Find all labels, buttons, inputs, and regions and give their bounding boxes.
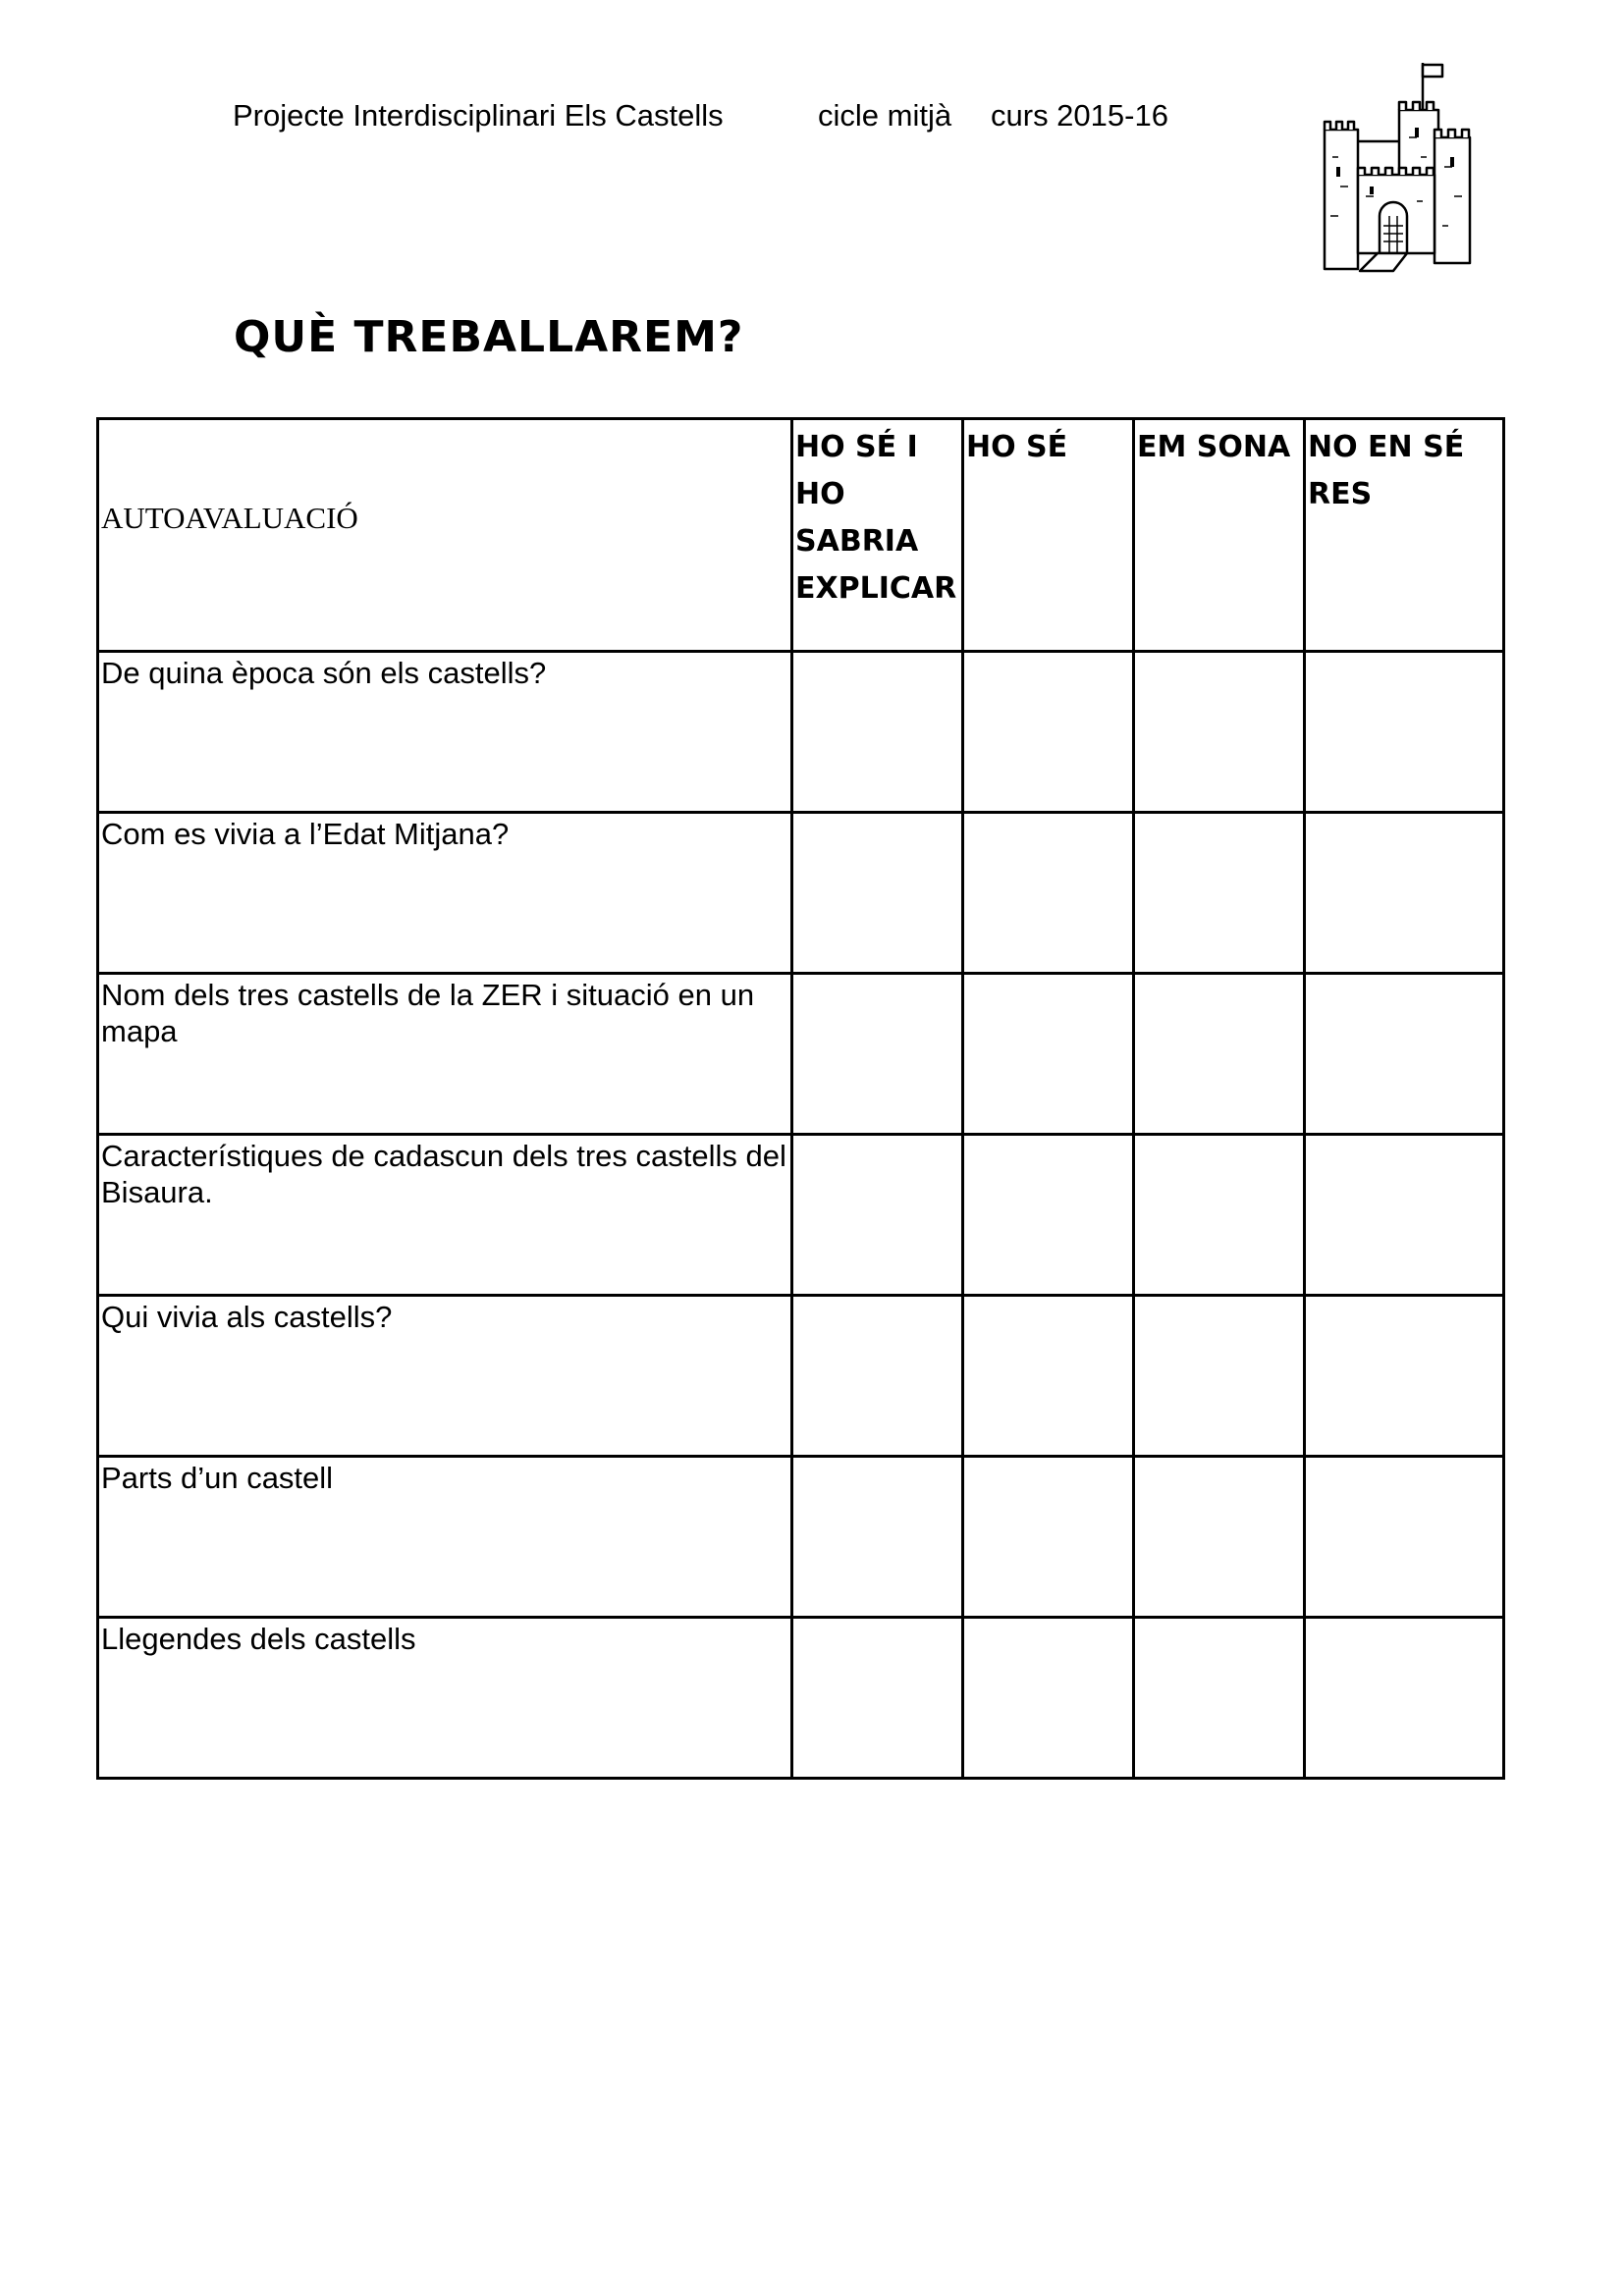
answer-cell[interactable] bbox=[1134, 813, 1305, 974]
table-row bbox=[98, 1135, 1504, 1296]
autoavaluacio-label: AUTOAVALUACIÓ bbox=[101, 501, 358, 535]
answer-cell[interactable] bbox=[1134, 1296, 1305, 1457]
row-label-cell: Característiques de cadascun dels tres castells del Bisaura. bbox=[98, 1135, 792, 1296]
answer-cell[interactable] bbox=[963, 1135, 1134, 1296]
answer-cell[interactable] bbox=[1134, 1135, 1305, 1296]
row-label-cell: Llegendes dels castells bbox=[98, 1618, 792, 1779]
answer-cell[interactable] bbox=[1134, 1457, 1305, 1618]
row-label-cell: Qui vivia als castells? bbox=[98, 1296, 792, 1457]
answer-cell[interactable] bbox=[792, 1618, 963, 1779]
answer-cell[interactable] bbox=[1305, 652, 1504, 813]
answer-cell[interactable] bbox=[792, 1296, 963, 1457]
answer-cell[interactable] bbox=[1305, 1618, 1504, 1779]
table-row bbox=[98, 1296, 1504, 1457]
answer-cell[interactable] bbox=[1305, 974, 1504, 1135]
row-label-cell: De quina època són els castells? bbox=[98, 652, 792, 813]
answer-cell[interactable] bbox=[792, 652, 963, 813]
answer-cell[interactable] bbox=[792, 1135, 963, 1296]
table-header-row bbox=[98, 419, 1504, 652]
answer-cell[interactable] bbox=[1305, 1135, 1504, 1296]
answer-cell[interactable] bbox=[792, 813, 963, 974]
answer-cell[interactable] bbox=[963, 1457, 1134, 1618]
row-label-cell: Com es vivia a l’Edat Mitjana? bbox=[98, 813, 792, 974]
answer-cell[interactable] bbox=[1305, 813, 1504, 974]
project-name: Projecte Interdisciplinari Els Castells bbox=[233, 98, 724, 133]
column-header-em-sona: EM SONA bbox=[1134, 419, 1305, 652]
answer-cell[interactable] bbox=[1305, 1296, 1504, 1457]
answer-cell[interactable] bbox=[792, 974, 963, 1135]
table-row bbox=[98, 1618, 1504, 1779]
course-label: curs 2015-16 bbox=[991, 98, 1168, 133]
answer-cell[interactable] bbox=[1134, 652, 1305, 813]
table-row bbox=[98, 1457, 1504, 1618]
self-assessment-table bbox=[96, 417, 1505, 1780]
table-row bbox=[98, 652, 1504, 813]
table-row bbox=[98, 813, 1504, 974]
answer-cell[interactable] bbox=[963, 652, 1134, 813]
row-label-cell: Parts d’un castell bbox=[98, 1457, 792, 1618]
answer-cell[interactable] bbox=[963, 1296, 1134, 1457]
row-label-cell: Nom dels tres castells de la ZER i situació en un mapa bbox=[98, 974, 792, 1135]
header-cell-autoavaluacio bbox=[98, 419, 792, 652]
cycle-label: cicle mitjà bbox=[818, 98, 952, 133]
answer-cell[interactable] bbox=[963, 813, 1134, 974]
answer-cell[interactable] bbox=[1134, 1618, 1305, 1779]
column-header-ho-se-i-ho-sabria-explicar: HO SÉ I HO SABRIA EXPLICAR bbox=[792, 419, 963, 652]
page-title: QUÈ TREBALLAREM? bbox=[234, 312, 744, 362]
castle-illustration bbox=[1311, 59, 1478, 275]
column-header-ho-se: HO SÉ bbox=[963, 419, 1134, 652]
answer-cell[interactable] bbox=[1134, 974, 1305, 1135]
table-row bbox=[98, 974, 1504, 1135]
answer-cell[interactable] bbox=[1305, 1457, 1504, 1618]
column-header-no-en-se-res: NO EN SÉ RES bbox=[1305, 419, 1504, 652]
answer-cell[interactable] bbox=[792, 1457, 963, 1618]
answer-cell[interactable] bbox=[963, 1618, 1134, 1779]
answer-cell[interactable] bbox=[963, 974, 1134, 1135]
